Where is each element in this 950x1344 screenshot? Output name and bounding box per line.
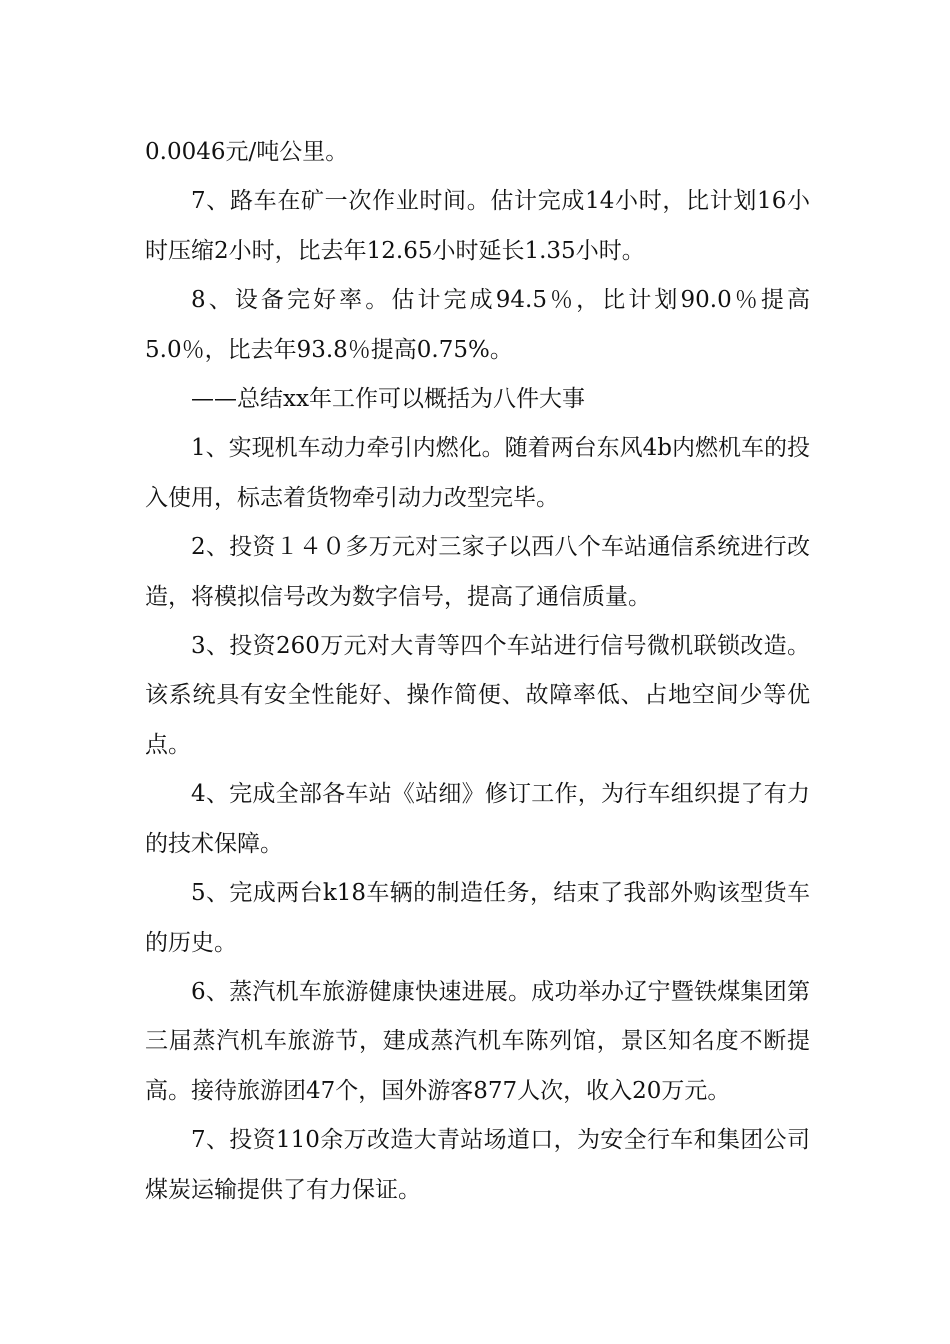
paragraph-item-7-operation-time: 7、路车在矿一次作业时间。估计完成14小时，比计划16小时压缩2小时，比去年12.65小时延长1.35小时。	[145, 188, 810, 264]
paragraph-event-3: 3、投资260万元对大青等四个车站进行信号微机联锁改造。该系统具有安全性能好、操作简便、故障率低、占地空间少等优点。	[145, 633, 810, 758]
paragraph-item-8-equipment-rate: 8、设备完好率。估计完成94.5％，比计划90.0％提高5.0％，比去年93.8％提高0.75%。	[145, 287, 810, 363]
paragraph-event-7: 7、投资110余万改造大青站场道口，为安全行车和集团公司煤炭运输提供了有力保证。	[145, 1127, 810, 1203]
paragraph-event-6: 6、蒸汽机车旅游健康快速进展。成功举办辽宁暨铁煤集团第三届蒸汽机车旅游节，建成蒸汽机车陈列馆，景区知名度不断提高。接待旅游团47个，国外游客877人次，收入20万元。	[145, 978, 810, 1104]
document-body	[145, 128, 810, 1215]
paragraph-event-1: 1、实现机车动力牵引内燃化。随着两台东风4b内燃机车的投入使用，标志着货物牵引动力改型完毕。	[145, 435, 810, 511]
paragraph-event-2: 2、投资１４０多万元对三家子以西八个车站通信系统进行改造，将模拟信号改为数字信号，提高了通信质量。	[145, 534, 810, 610]
paragraph-event-5: 5、完成两台k18车辆的制造任务，结束了我部外购该型货车的历史。	[145, 880, 810, 956]
paragraph-summary-heading: ——总结xx年工作可以概括为八件大事	[191, 386, 585, 413]
paragraph-cost-continuation: 0.0046元/吨公里。	[145, 139, 349, 165]
paragraph-event-4: 4、完成全部各车站《站细》修订工作，为行车组织提了有力的技术保障。	[145, 781, 810, 857]
